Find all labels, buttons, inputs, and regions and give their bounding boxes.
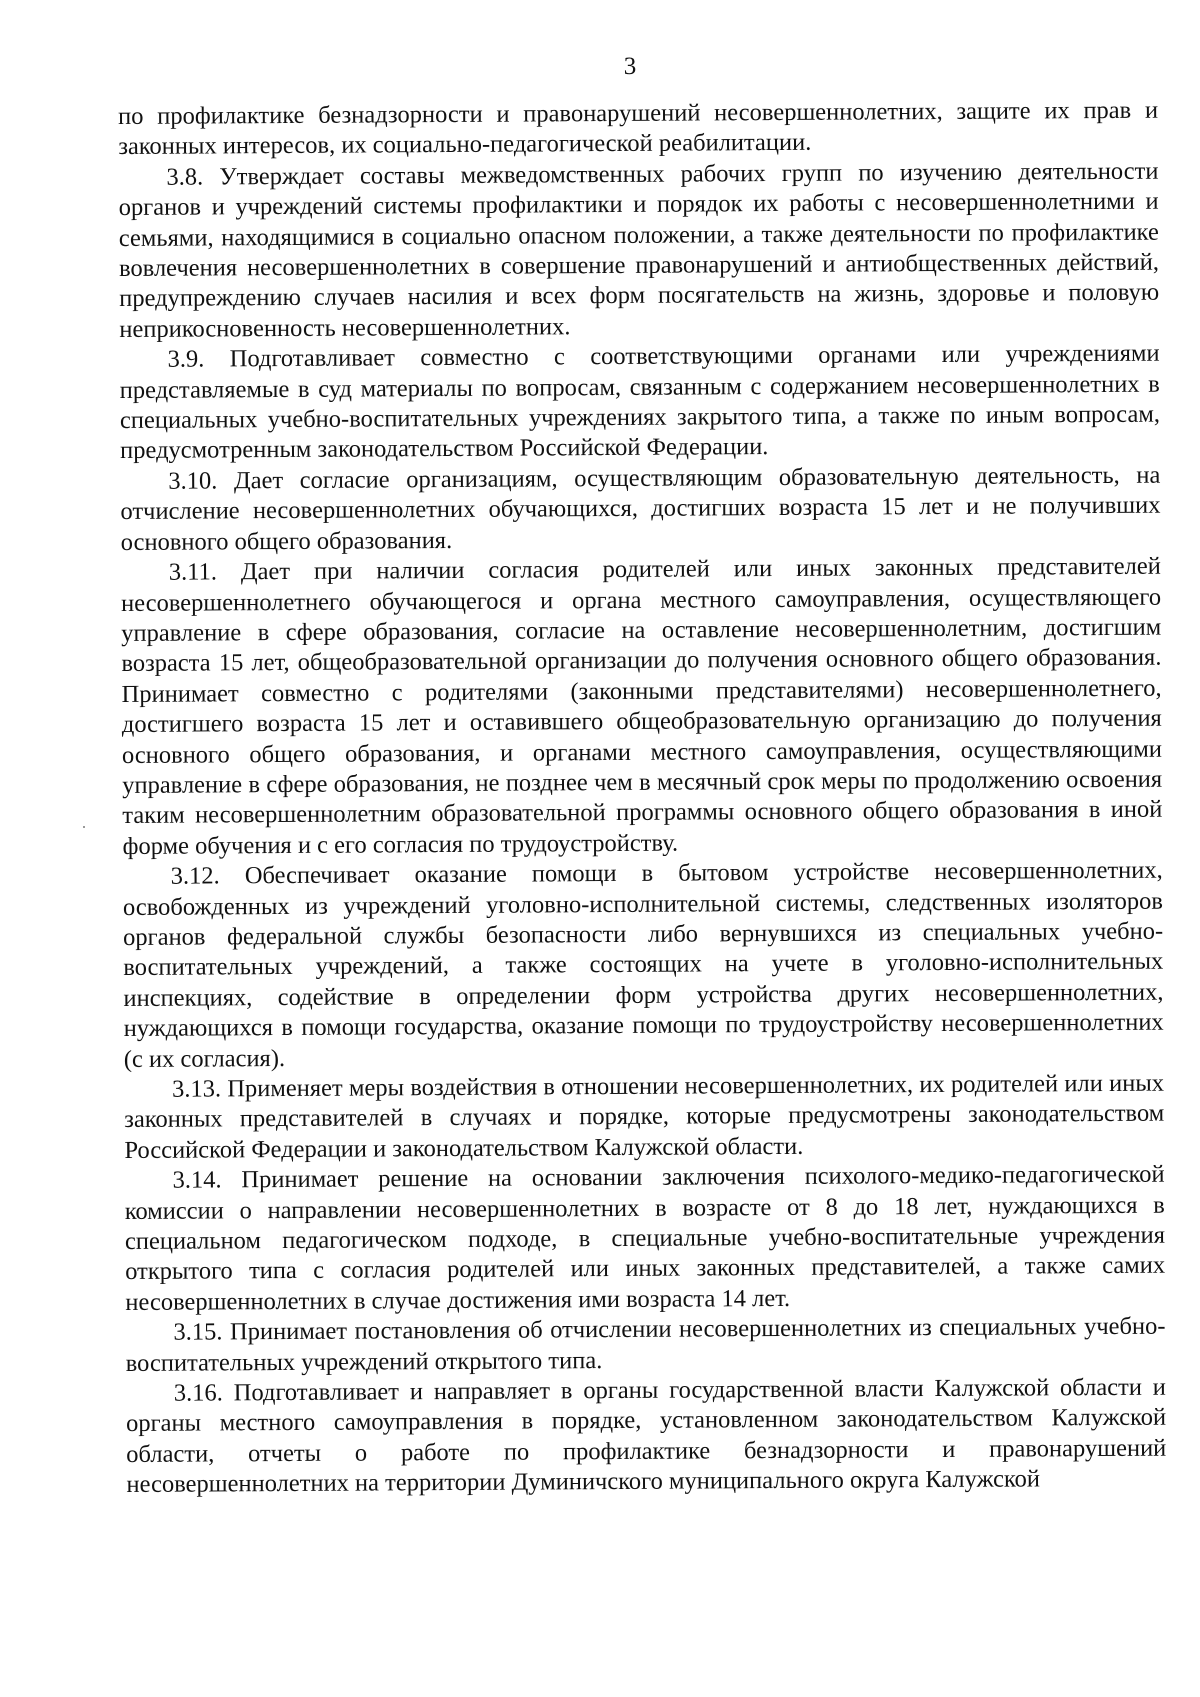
page-number: 3 xyxy=(623,53,637,80)
paragraph-3-14: 3.14. Принимает решение на основании заключения психолого-медико-педагогической комиссии о направлении несовершеннолетних в возрасте от 8 до 18 лет, нуждающихся в специальном педагогическом подходе, в специальные учебно-воспитательные учреждения открытого типа с согласия родителей или иных законных представителей, а также самих несовершеннолетних в случае достижения ими возраста 14 лет. xyxy=(124,1160,1166,1316)
paragraph-3-15: 3.15. Принимает постановления об отчислении несовершеннолетних из специальных учебно-воспитательных учреждений открытого типа. xyxy=(125,1312,1166,1377)
paragraph-3-9: 3.9. Подготавливает совместно с соответствующими органами или учреждениями представляемые в суд материалы по вопросам, связанным с содержанием несовершеннолетних в специальных учебно-воспитательных учреждениях закрытого типа, а также по иным вопросам, предусмотренным законодательством Российской Федерации. xyxy=(119,339,1161,465)
paragraph-3-13: 3.13. Применяет меры воздействия в отношении несовершеннолетних, их родителей или иных законных представителей в случаях и порядке, которые предусмотрены законодательством Российской Федерации и законодательством Калужской области. xyxy=(124,1069,1165,1164)
paragraph-3-10: 3.10. Дает согласие организациям, осуществляющим образовательную деятельность, на отчисление несовершеннолетних обучающихся, достигших возраста 15 лет и не получивших основного общего образования. xyxy=(120,461,1161,556)
scan-speck xyxy=(83,826,85,828)
paragraph-continuation: по профилактике безнадзорности и правонарушений несовершеннолетних, защите их прав и законных интересов, их социально-педагогической реабилитации. xyxy=(118,96,1159,161)
paragraph-3-16: 3.16. Подготавливает и направляет в органы государственной власти Калужской области и органы местного самоуправления в порядке, установленном законодательством Калужской области, отчеты о работе по профилактике безнадзорности и правонарушений несовершеннолетних на территории Думиничского муниципального округа Калужской xyxy=(125,1373,1167,1499)
paragraph-3-12: 3.12. Обеспечивает оказание помощи в бытовом устройстве несовершеннолетних, освобожденных из учреждений уголовно-исполнительной системы, следственных изоляторов органов федеральной службы безопасности либо вернувшихся из специальных учебно-воспитательных учреждений, а также состоящих на учете в уголовно-исполнительных инспекциях, содействие в определении форм устройства других несовершеннолетних, нуждающихся в помощи государства, оказание помощи по трудоустройству несовершеннолетних (с их согласия). xyxy=(122,856,1164,1073)
document-body xyxy=(118,96,1167,1501)
paragraph-3-8: 3.8. Утверждает составы межведомственных рабочих групп по изучению деятельности органов и учреждений системы профилактики и порядок их работы с несовершеннолетними и семьями, находящимися в социально опасном положении, а также деятельности по профилактике вовлечения несовершеннолетних в совершение правонарушений и антиобщественных действий, предупреждению случаев насилия и всех форм посягательств на жизнь, здоровье и половую неприкосновенность несовершеннолетних. xyxy=(118,157,1160,343)
paragraph-3-11: 3.11. Дает при наличии согласия родителей или иных законных представителей несовершеннолетнего обучающегося и органа местного самоуправления, осуществляющего управление в сфере образования, согласие на оставление несовершеннолетним, достигшим возраста 15 лет, общеобразовательной организации до получения основного общего образования. Принимает совместно с родителями (законными представителями) несовершеннолетнего, достигшего возраста 15 лет и оставившего общеобразовательную организацию до получения основного общего образования, и органами местного самоуправления, осуществляющими управление в сфере образования, не позднее чем в месячный срок меры по продолжению освоения таким несовершеннолетним образовательной программы основного общего образования в иной форме обучения и с его согласия по трудоустройству. xyxy=(120,552,1163,860)
